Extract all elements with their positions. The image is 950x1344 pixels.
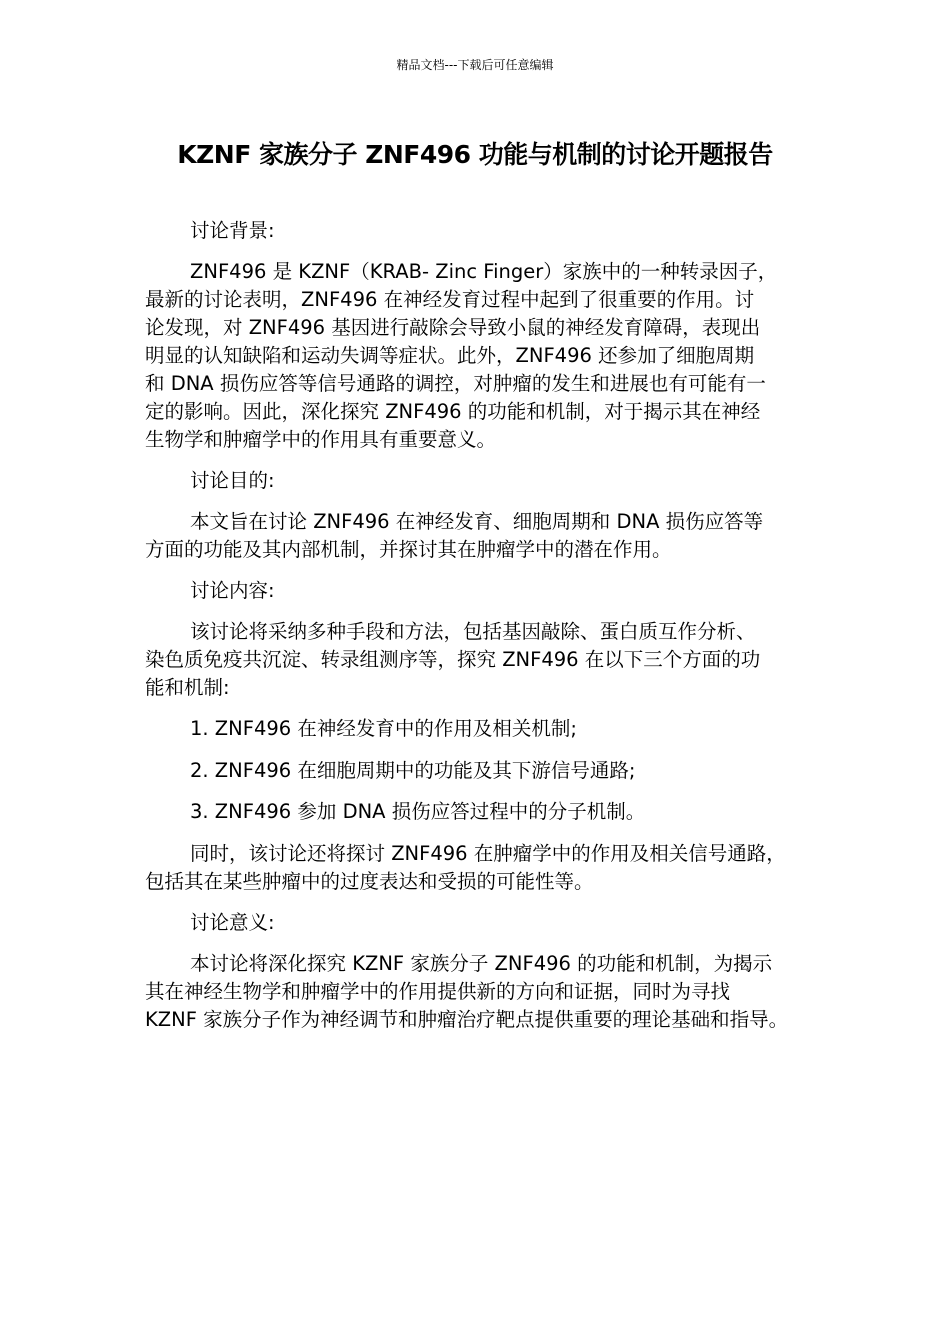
content-list-item: 2. ZNF496 在细胞周期中的功能及其下游信号通路;	[190, 758, 636, 782]
significance-paragraph: 本讨论将深化探究 KZNF 家族分子 ZNF496 的功能和机制，为揭示 其在神经生物学和肿瘤学中的作用提供新的方向和证据，同时为寻找 KZNF 家族分子作为神经调节和肿瘤治疗靶点提供重要的理论基础和指导。	[145, 951, 789, 1031]
document-body	[145, 217, 820, 1047]
content-paragraph: 该讨论将采纳多种手段和方法，包括基因敲除、蛋白质互作分析、 染色质免疫共沉淀、转录组测序等，探究 ZNF496 在以下三个方面的功 能和机制:	[145, 620, 761, 699]
content-list-item: 1. ZNF496 在神经发育中的作用及相关机制;	[190, 717, 577, 740]
background-heading: 讨论背景:	[190, 219, 275, 242]
purpose-paragraph: 本文旨在讨论 ZNF496 在神经发育、细胞周期和 DNA 损伤应答等 方面的功能及其内部机制，并探讨其在肿瘤学中的潜在作用。	[145, 510, 764, 561]
content-list-item: 3. ZNF496 参加 DNA 损伤应答过程中的分子机制。	[190, 800, 646, 823]
content-followup-paragraph: 同时，该讨论还将探讨 ZNF496 在肿瘤学中的作用及相关信号通路， 包括其在某些肿瘤中的过度表达和受损的可能性等。	[145, 841, 786, 893]
significance-heading: 讨论意义:	[190, 910, 275, 934]
document-title: KZNF 家族分子 ZNF496 功能与机制的讨论开题报告	[177, 140, 773, 169]
page-header-note: 精品文档---下载后可任意编辑	[396, 58, 554, 72]
purpose-heading: 讨论目的:	[190, 469, 275, 492]
content-heading: 讨论内容:	[190, 579, 275, 602]
background-paragraph: ZNF496 是 KZNF（KRAB- Zinc Finger）家族中的一种转录因子， 最新的讨论表明，ZNF496 在神经发育过程中起到了很重要的作用。讨 论发现，对 ZNF496 基因进行敲除会导致小鼠的神经发育障碍，表现出 明显的认知缺陷和运动失调等症状。此外，ZNF496 还参加了细胞周期 和 DNA 损伤应答等信号通路的调控，对肿瘤的发生和进展也有可能有一 定的影响。因此，深化探究 ZNF496 的功能和机制，对于揭示其在神经 生物学和肿瘤学中的作用具有重要意义。	[145, 260, 778, 451]
